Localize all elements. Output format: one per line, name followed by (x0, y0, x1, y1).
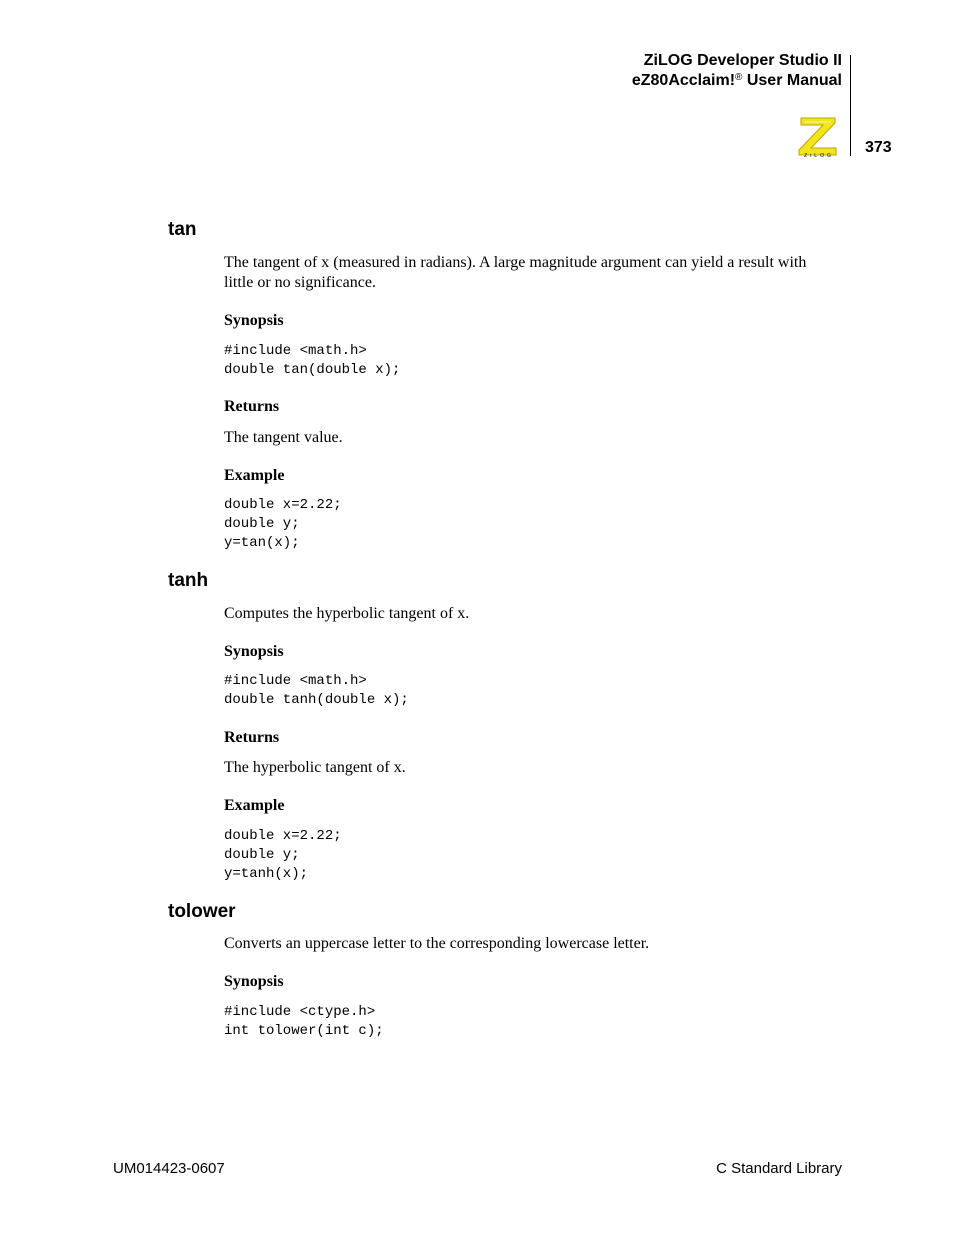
section-heading-tolower: tolower (168, 901, 236, 922)
tolower-description: Converts an uppercase letter to the corresponding lowercase letter. (224, 935, 650, 952)
header-manual: User Manual (742, 72, 842, 89)
section-heading-tanh: tanh (168, 570, 209, 591)
tan-synopsis-label: Synopsis (224, 312, 284, 329)
tan-returns-text: The tangent value. (224, 429, 343, 446)
header-title-line1: ZiLOG Developer Studio II (643, 52, 842, 69)
registered-mark: ® (735, 72, 743, 83)
tanh-synopsis-label: Synopsis (224, 643, 284, 660)
tanh-synopsis-code: #include <math.h> double tanh(double x); (224, 673, 409, 708)
footer-doc-id: UM014423-0607 (113, 1160, 225, 1177)
tolower-synopsis-label: Synopsis (224, 973, 284, 990)
tan-description: The tangent of x (measured in radians). A large magnitude argument can yield a result with little or no significance. (224, 254, 807, 291)
tan-example-label: Example (224, 467, 285, 484)
tan-example-code: double x=2.22; double y; y=tan(x); (224, 497, 342, 551)
section-heading-tan: tan (168, 219, 197, 240)
header-title (632, 51, 842, 91)
tan-synopsis-code: #include <math.h> double tan(double x); (224, 343, 401, 378)
header-title-line2 (632, 71, 842, 91)
footer-chapter: C Standard Library (716, 1160, 842, 1177)
tanh-example-label: Example (224, 797, 285, 814)
page-number: 373 (865, 139, 892, 156)
logo-wordmark: ZiLOG (804, 153, 834, 159)
tanh-returns-label: Returns (224, 729, 280, 746)
header-product: eZ80Acclaim! (631, 72, 736, 89)
tolower-synopsis-code: #include <ctype.h> int tolower(int c); (224, 1004, 384, 1039)
tanh-returns-text: The hyperbolic tangent of x. (224, 759, 406, 776)
tanh-example-code: double x=2.22; double y; y=tanh(x); (224, 828, 342, 882)
tanh-description: Computes the hyperbolic tangent of x. (224, 605, 470, 622)
header-divider (850, 55, 851, 156)
tan-returns-label: Returns (224, 398, 280, 415)
